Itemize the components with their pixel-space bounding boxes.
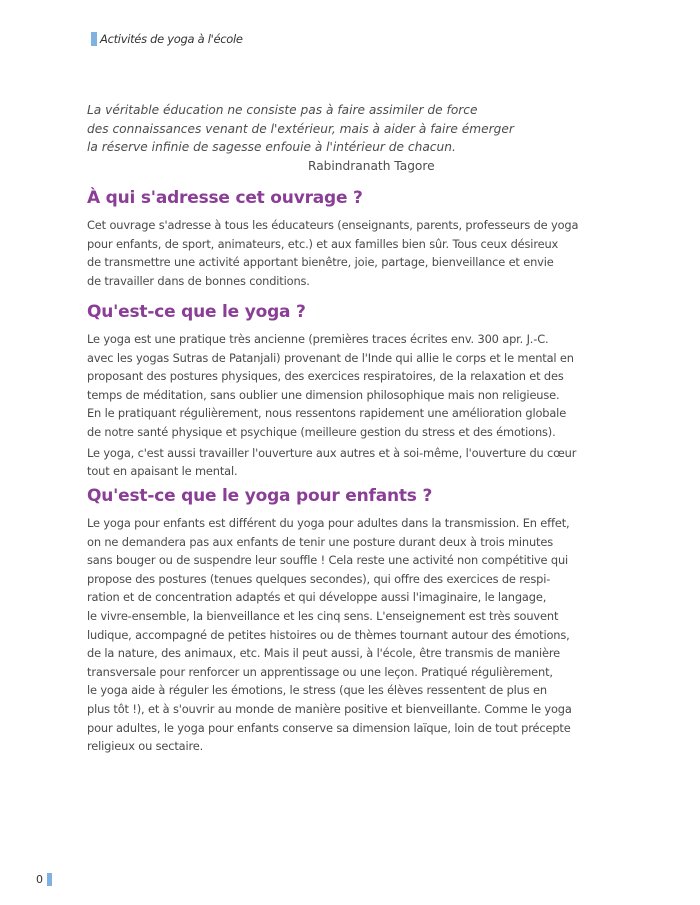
paragraph-line: Le yoga, c'est aussi travailler l'ouverture aux autres et à soi-même, l'ouverture du cœur (87, 445, 577, 460)
paragraph-line: Le yoga est une pratique très ancienne (premières traces écrites env. 300 apr. J.-C. (87, 332, 549, 346)
paragraph-line: avec les yogas Sutras de Patanjali) provenant de l'Inde qui allie le corps et le mental en (87, 350, 574, 365)
quote-author: Rabindranath Tagore (308, 158, 435, 173)
quote-line: La véritable éducation ne consiste pas à faire assimiler de force (87, 103, 478, 117)
paragraph-line: Cet ouvrage s'adresse à tous les éducateurs (enseignants, parents, professeurs de yoga (87, 218, 579, 232)
section-what-is-yoga (87, 302, 613, 481)
paragraph-line: pour enfants, de sport, animateurs, etc.) et aux familles bien sûr. Tous ceux désireux (87, 236, 559, 251)
paragraph-line: plus tôt !), et à s'ouvrir au monde de manière positive et bienveillante. Comme le yoga (87, 701, 572, 716)
quote-line: la réserve infinie de sagesse enfouie à l'intérieur de chacun. (87, 140, 456, 154)
paragraph-line: de transmettre une activité apportant bienêtre, joie, partage, bienveillance et envie (87, 255, 554, 270)
paragraph-line: le yoga aide à réguler les émotions, le stress (que les élèves ressentent de plus en (87, 683, 547, 698)
paragraph-line: sans bouger ou de suspendre leur souffle ! Cela reste une activité non compétitive qui (87, 553, 569, 568)
paragraph-line: de la nature, des animaux, etc. Mais il peut aussi, à l'école, être transmis de manière (87, 646, 561, 661)
paragraph-line: le vivre-ensemble, la bienveillance et les cinq sens. L'enseignement est très souvent (87, 608, 559, 623)
section-title: Qu'est-ce que le yoga ? (87, 302, 306, 322)
section-title: À qui s'adresse cet ouvrage ? (87, 188, 363, 208)
paragraph-line: religieux ou sectaire. (87, 739, 204, 754)
paragraph-line: tout en apaisant le mental. (87, 464, 238, 479)
paragraph-line: propose des postures (tenues quelques secondes), qui offre des exercices de respi- (87, 571, 551, 586)
page-number-text: 0 (36, 873, 43, 886)
paragraph-line: transversale pour renforcer un apprentissage ou une leçon. Pratiqué régulièrement, (87, 664, 553, 679)
paragraph-line: de notre santé physique et psychique (meilleure gestion du stress et des émotions). (87, 424, 556, 439)
page-number (36, 873, 52, 886)
page-number-accent-bar (47, 873, 52, 886)
paragraph-line: pour adultes, le yoga pour enfants conserve sa dimension laïque, loin de tout précepte (87, 720, 571, 735)
running-title: Activités de yoga à l'école (100, 32, 243, 46)
quote-line: des connaissances venant de l'extérieur, mais à aider à faire émerger (87, 121, 514, 136)
paragraph-line: de travailler dans de bonnes conditions. (87, 273, 310, 288)
section-yoga-for-children (87, 486, 613, 756)
section-audience (87, 188, 613, 290)
paragraph-line: En le pratiquant régulièrement, nous ressentons rapidement une amélioration globale (87, 406, 567, 421)
header-accent-bar (91, 32, 97, 46)
paragraph-line: ludique, accompagné de petites histoires ou de thèmes tournant autour des émotions, (87, 627, 570, 642)
paragraph-line: on ne demandera pas aux enfants de tenir une posture durant deux à trois minutes (87, 534, 554, 549)
running-header (91, 32, 243, 46)
epigraph-quote (87, 101, 607, 175)
paragraph-line: proposant des postures physiques, des exercices respiratoires, de la relaxation et des (87, 369, 564, 384)
paragraph-line: temps de méditation, sans oublier une dimension philosophique mais non religieuse. (87, 387, 560, 402)
paragraph-line: ration et de concentration adaptés et qui développe aussi l'imaginaire, le langage, (87, 590, 547, 605)
paragraph-line: Le yoga pour enfants est différent du yoga pour adultes dans la transmission. En effet, (87, 516, 570, 530)
section-title: Qu'est-ce que le yoga pour enfants ? (87, 486, 433, 506)
